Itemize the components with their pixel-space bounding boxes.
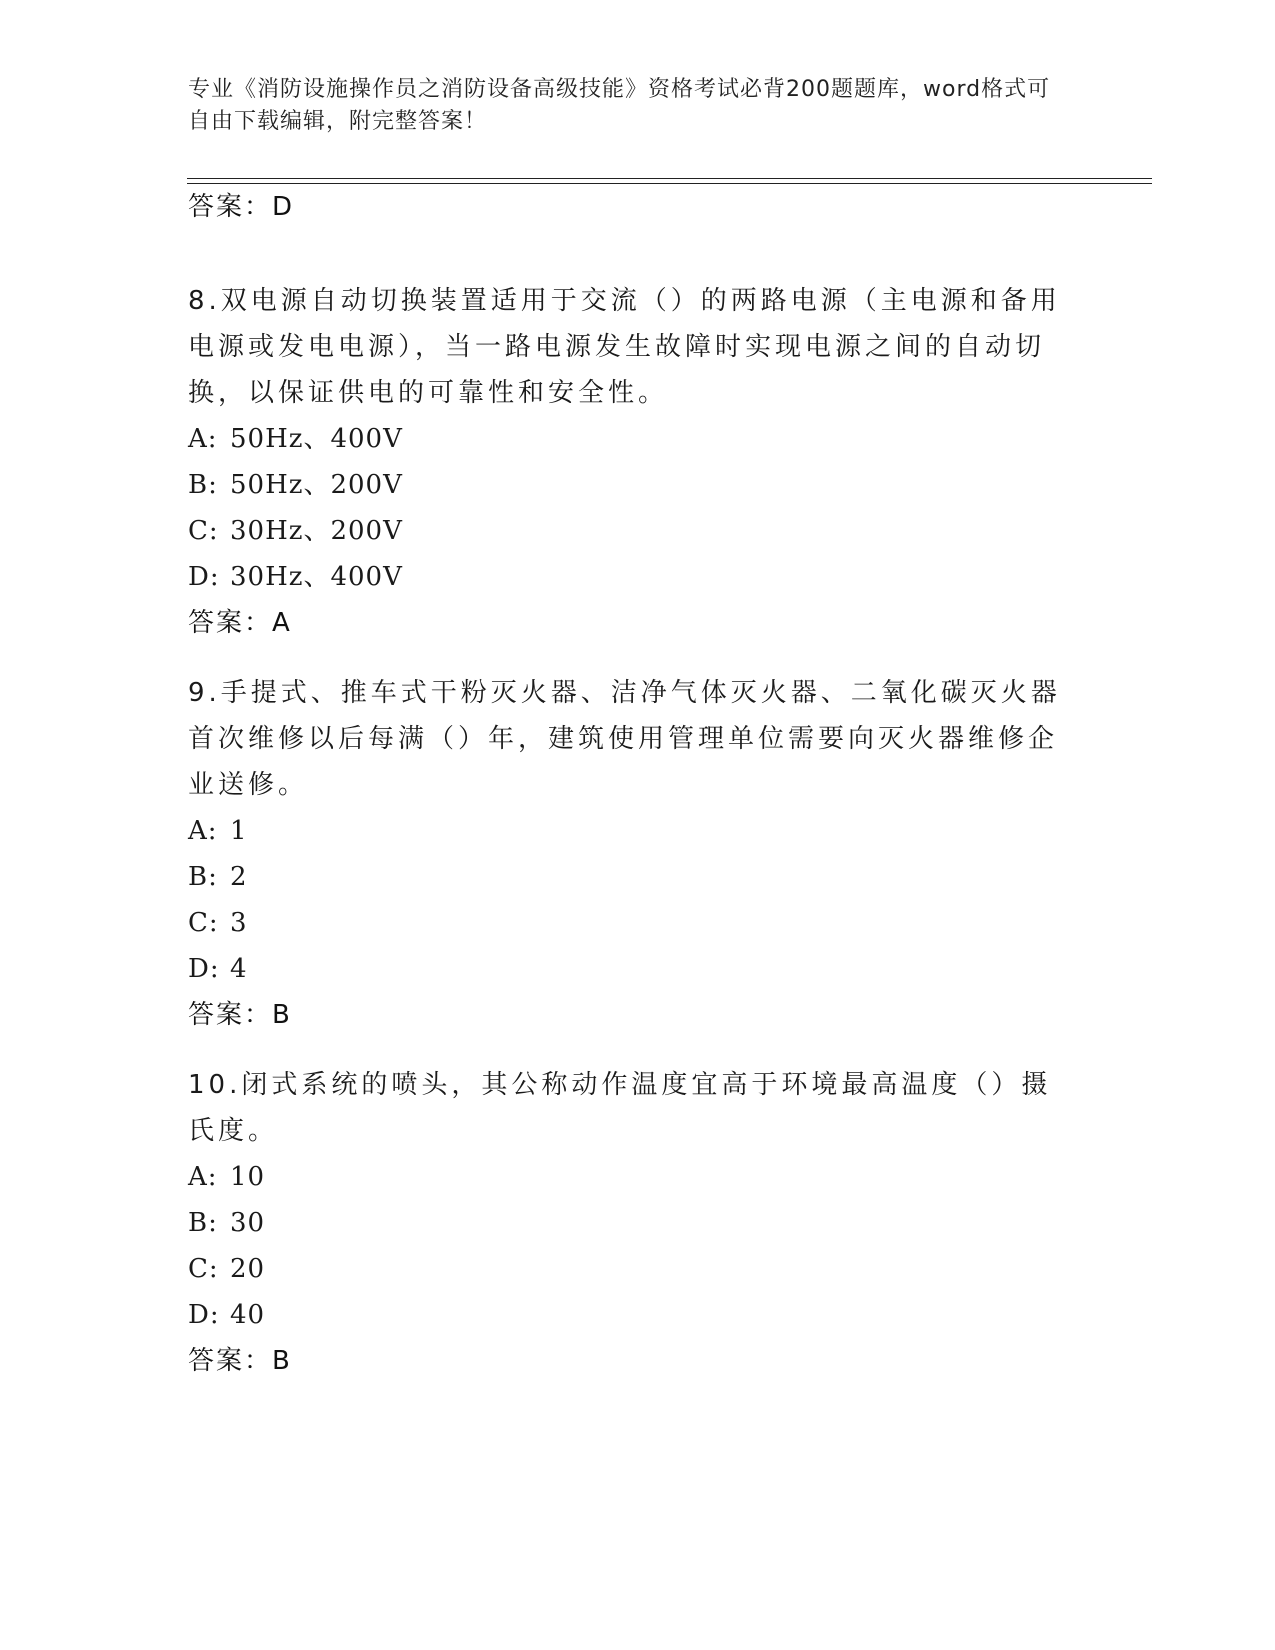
option-a — [188, 416, 1068, 462]
question-stem: 8.双电源自动切换装置适用于交流（）的两路电源（主电源和备用电源或发电电源），当一路电源发生故障时实现电源之间的自动切换，以保证供电的可靠性和安全性。 — [188, 286, 1061, 408]
option-label: A: — [188, 1162, 218, 1192]
option-a — [188, 1154, 1068, 1200]
option-text: 30Hz、200V — [230, 516, 403, 546]
option-label: B: — [188, 1208, 218, 1238]
option-label: D: — [188, 1300, 220, 1330]
document-header: 专业《消防设施操作员之消防设备高级技能》资格考试必背200题题库，word格式可自由下载编辑，附完整答案！ — [188, 77, 1051, 134]
option-text: 10 — [230, 1162, 266, 1192]
option-text: 50Hz、400V — [230, 424, 403, 454]
option-label: C: — [188, 516, 219, 546]
option-text: 20 — [230, 1254, 266, 1284]
option-text: 3 — [230, 908, 248, 938]
question-stem: 10.闭式系统的喷头，其公称动作温度宜高于环境最高温度（）摄氏度。 — [188, 1070, 1052, 1146]
option-label: B: — [188, 470, 218, 500]
question-stem: 9.手提式、推车式干粉灭火器、洁净气体灭火器、二氧化碳灭火器首次维修以后每满（）年，建筑使用管理单位需要向灭火器维修企业送修。 — [188, 678, 1061, 800]
option-text: 30 — [230, 1208, 266, 1238]
question-10 — [188, 1062, 1068, 1384]
question-8 — [188, 278, 1068, 646]
answer: 答案：A — [188, 608, 292, 638]
option-label: D: — [188, 954, 220, 984]
option-label: B: — [188, 862, 218, 892]
option-a — [188, 808, 1068, 854]
option-text: 50Hz、200V — [230, 470, 403, 500]
header-rule-top — [187, 178, 1152, 179]
header-rule-bottom — [187, 183, 1152, 184]
option-text: 1 — [230, 816, 248, 846]
option-d — [188, 1292, 1068, 1338]
option-b — [188, 1200, 1068, 1246]
answer: 答案：B — [188, 1346, 292, 1376]
option-text: 2 — [230, 862, 248, 892]
option-c — [188, 508, 1068, 554]
option-label: A: — [188, 424, 218, 454]
option-label: A: — [188, 816, 218, 846]
option-d — [188, 554, 1068, 600]
question-9 — [188, 670, 1068, 1038]
option-b — [188, 854, 1068, 900]
answer-previous: 答案：D — [188, 192, 295, 222]
option-label: D: — [188, 562, 220, 592]
answer: 答案：B — [188, 1000, 292, 1030]
option-label: C: — [188, 1254, 219, 1284]
option-text: 30Hz、400V — [230, 562, 403, 592]
option-text: 40 — [230, 1300, 266, 1330]
option-text: 4 — [230, 954, 248, 984]
option-d — [188, 946, 1068, 992]
option-b — [188, 462, 1068, 508]
option-c — [188, 900, 1068, 946]
option-label: C: — [188, 908, 219, 938]
option-c — [188, 1246, 1068, 1292]
